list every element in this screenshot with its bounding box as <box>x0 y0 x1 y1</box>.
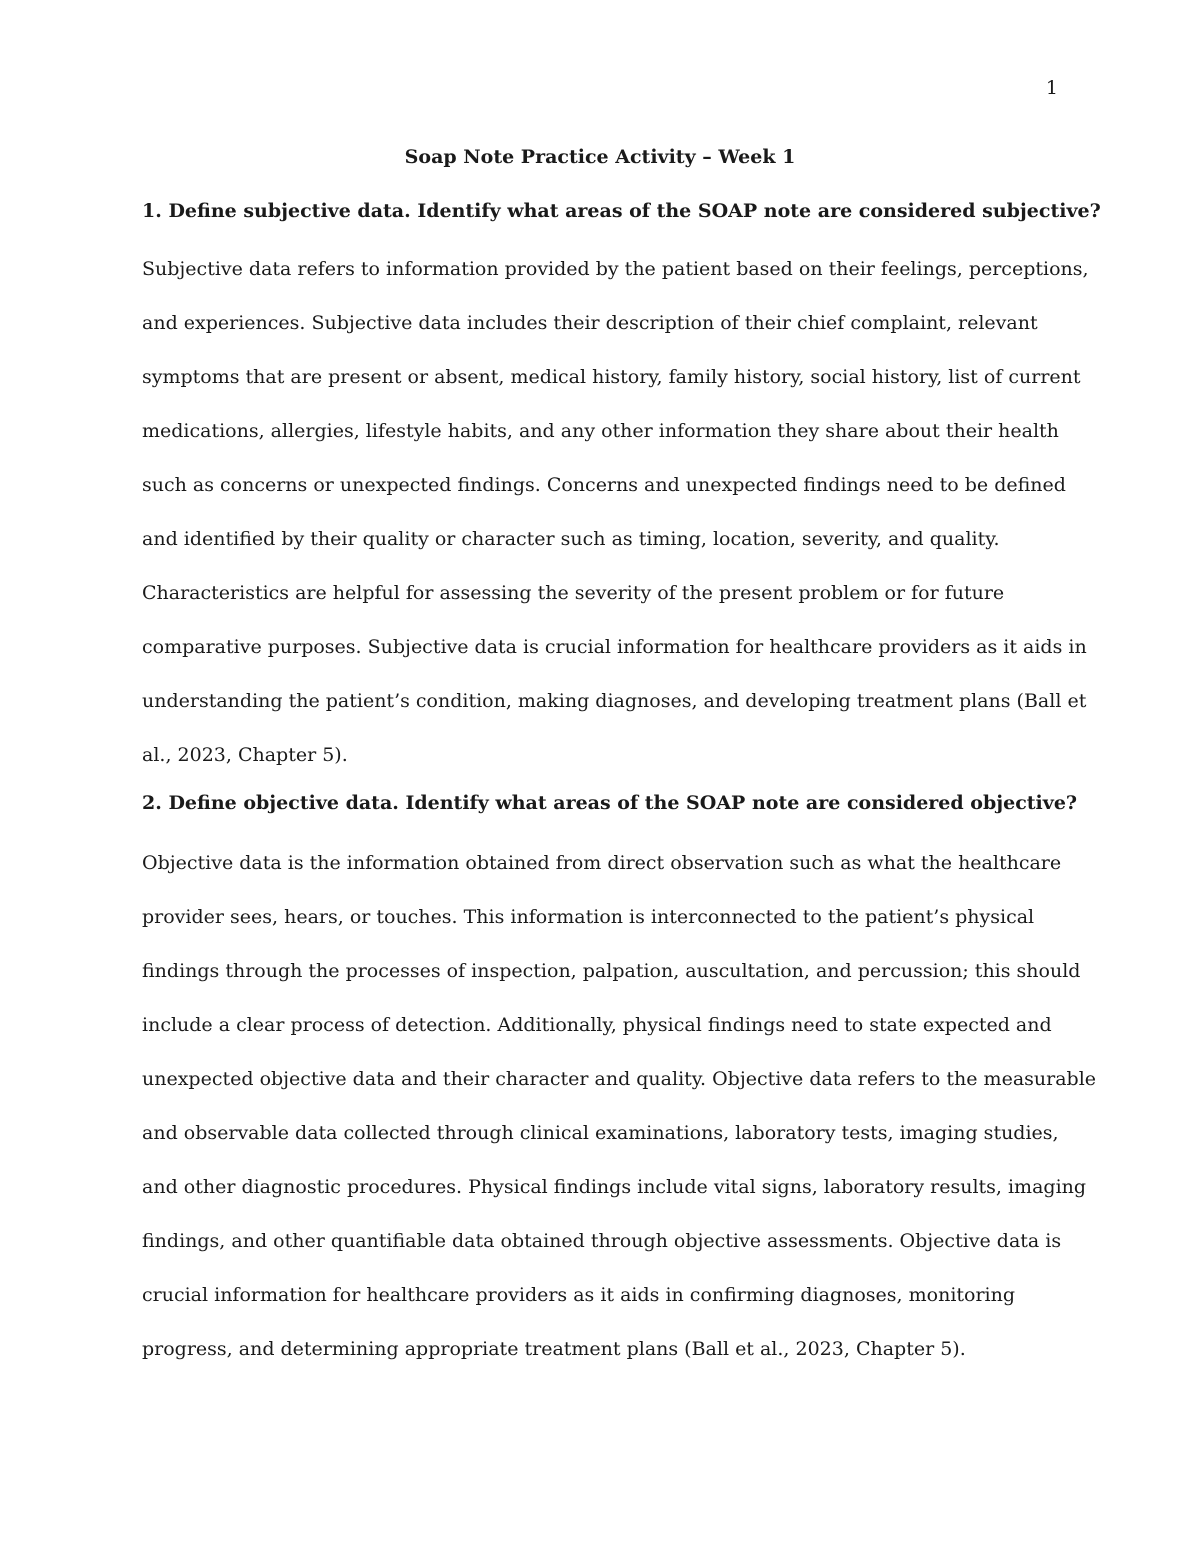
answer-line: comparative purposes. Subjective data is crucial information for healthcare providers as it aids in <box>142 636 1087 658</box>
answer-line: findings, and other quantifiable data obtained through objective assessments. Objective data is <box>142 1230 1062 1252</box>
answer-line: unexpected objective data and their character and quality. Objective data refers to the measurable <box>142 1068 1097 1090</box>
answer-line: and observable data collected through clinical examinations, laboratory tests, imaging studies, <box>142 1122 1059 1144</box>
question-1-answer <box>142 242 1089 782</box>
page-number: 1 <box>1045 77 1058 99</box>
answer-line: findings through the processes of inspection, palpation, auscultation, and percussion; this should <box>142 960 1081 982</box>
answer-line: Characteristics are helpful for assessing the severity of the present problem or for future <box>142 582 1005 604</box>
answer-line: progress, and determining appropriate treatment plans (Ball et al., 2023, Chapter 5). <box>142 1338 966 1360</box>
document-body <box>142 140 1101 1376</box>
answer-line: and experiences. Subjective data includes their description of their chief complaint, relevant <box>142 312 1038 334</box>
answer-line: such as concerns or unexpected findings. Concerns and unexpected findings need to be defined <box>142 474 1066 496</box>
answer-line: and other diagnostic procedures. Physical findings include vital signs, laboratory results, imaging <box>142 1176 1087 1198</box>
answer-line: Subjective data refers to information provided by the patient based on their feelings, perceptions, <box>142 258 1089 280</box>
answer-line: symptoms that are present or absent, medical history, family history, social history, list of current <box>142 366 1081 388</box>
question-2-answer <box>142 836 1097 1376</box>
document-title: Soap Note Practice Activity – Week 1 <box>404 146 796 168</box>
question-1-heading: 1. Define subjective data. Identify what areas of the SOAP note are considered subjective? <box>142 200 1101 222</box>
answer-line: crucial information for healthcare providers as it aids in confirming diagnoses, monitoring <box>142 1284 1016 1306</box>
answer-line: Objective data is the information obtained from direct observation such as what the healthcare <box>142 852 1062 874</box>
answer-line: provider sees, hears, or touches. This information is interconnected to the patient’s physical <box>142 906 1035 928</box>
question-2-heading: 2. Define objective data. Identify what areas of the SOAP note are considered objective? <box>142 792 1078 814</box>
answer-line: al., 2023, Chapter 5). <box>142 744 348 766</box>
answer-line: medications, allergies, lifestyle habits, and any other information they share about their health <box>142 420 1059 442</box>
answer-line: include a clear process of detection. Additionally, physical findings need to state expected and <box>142 1014 1052 1036</box>
answer-line: and identified by their quality or character such as timing, location, severity, and quality. <box>142 528 1000 550</box>
answer-line: understanding the patient’s condition, making diagnoses, and developing treatment plans (Ball et <box>142 690 1087 712</box>
